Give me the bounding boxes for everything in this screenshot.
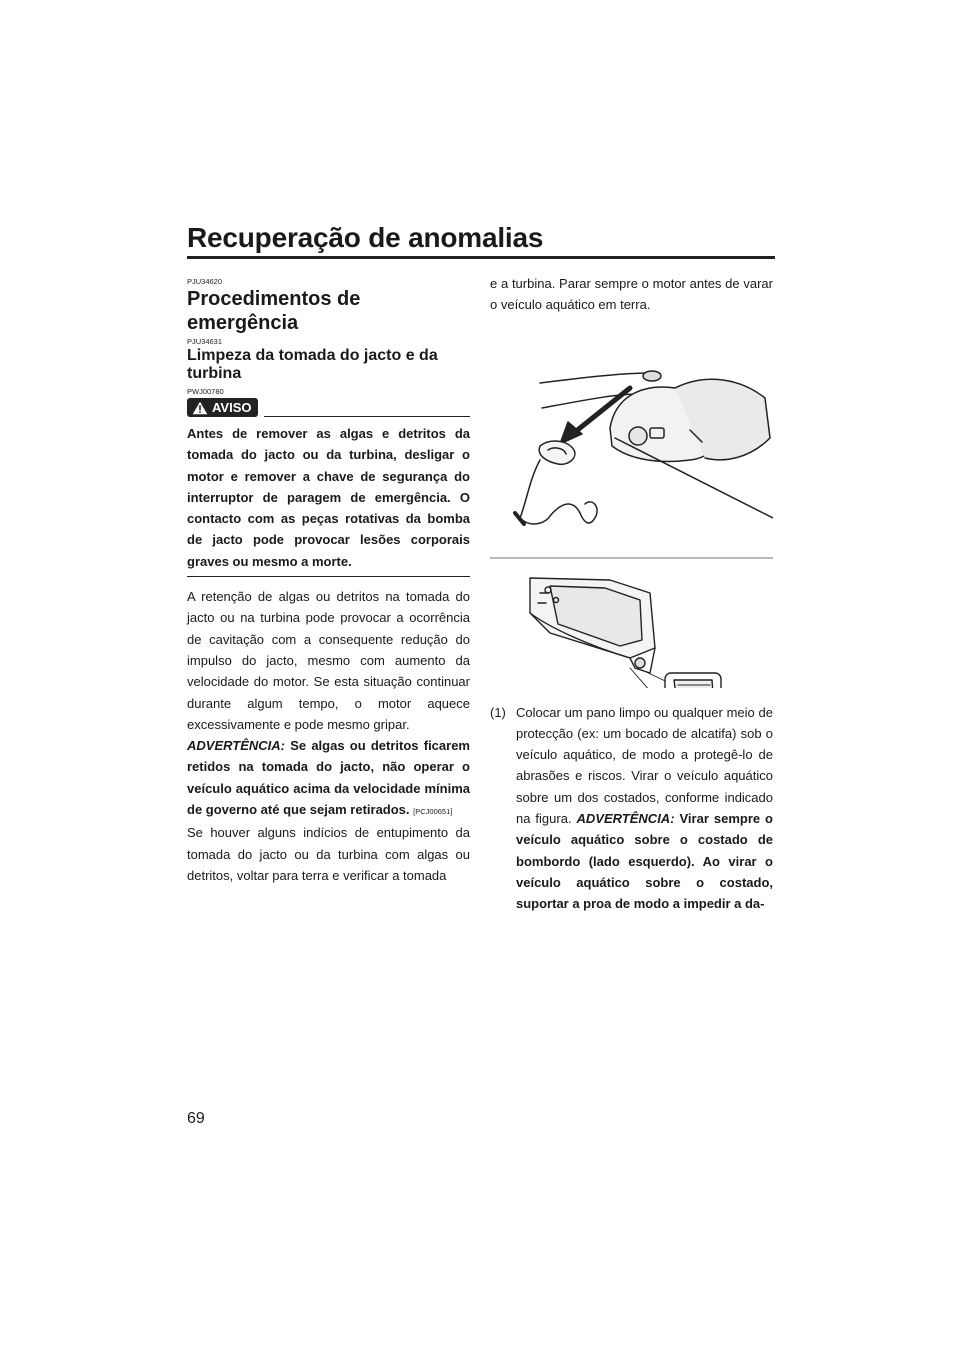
right-column [490, 273, 773, 915]
warning-rule [264, 416, 471, 418]
list-item-number: (1) [490, 704, 506, 720]
advertencia-code: [PCJ00651] [413, 807, 453, 817]
header-rule [187, 256, 775, 259]
list-advertencia-text: Virar sempre o veículo aquático sobre o costado de bombordo (lado esquerdo). Ao virar o veículo aquático sobre o costado, suportar a proa de modo a impedir a da- [516, 811, 774, 912]
section-title: Procedimentos de emergência [187, 288, 361, 334]
warning-label: AVISO [212, 400, 252, 415]
page-header-title: Recuperação de anomalias [187, 222, 544, 253]
warning-text: Antes de remover as algas e detritos da tomada do jacto ou da turbina, desligar o motor e remover a chave de segurança do interruptor de paragem de emergência. O contacto com as peças rotativas da bomba de jacto pode provocar lesões corporais graves ou mesmo a morte. [187, 417, 470, 577]
left-column [187, 277, 470, 886]
paragraph-1: A retenção de algas ou detritos na tomada do jacto ou na turbina pode provocar a ocorrência de cavitação com a consequente redução do impulso do jacto, mesmo com aumento da velocidade do motor. Se esta situação continuar durante algum tempo, o motor aquece excessivamente e pode mesmo gripar. [187, 589, 470, 732]
list-advertencia-label: ADVERTÊNCIA: [576, 811, 675, 827]
warning-badge [187, 398, 258, 417]
subsection-code: PJU34631 [187, 337, 223, 346]
list-item-text: Colocar um pano limpo ou qualquer meio de protecção (ex: um bocado de alcatifa) sob o veículo aquático, de modo a protegê-lo de abrasões e riscos. Virar o veículo aquático sobre um dos costados, conforme indicado na figura. [516, 704, 773, 827]
warning-code: PWJ00780 [187, 387, 224, 396]
illustration-figure [490, 328, 773, 688]
page-number: 69 [187, 1110, 205, 1127]
section-code: PJU34620 [187, 277, 223, 286]
advertencia-paragraph [187, 735, 470, 822]
jet-ski-illustration [490, 328, 773, 688]
advertencia-label: ADVERTÊNCIA: [187, 738, 285, 754]
list-item [490, 702, 773, 915]
advertencia-text: Se algas ou detritos ficarem retidos na tomada do jacto, não operar o veículo aquático acima da velocidade mínima de governo até que sejam retirados. [187, 738, 470, 818]
subsection-title: Limpeza da tomada do jacto e da turbina [187, 347, 438, 382]
warning-triangle-icon [192, 401, 208, 415]
paragraph-continued: e a turbina. Parar sempre o motor antes de varar o veículo aquático em terra. [490, 276, 773, 313]
warning-header [187, 398, 470, 417]
paragraph-2: Se houver alguns indícios de entupimento da tomada do jacto ou da turbina com algas ou detritos, voltar para terra e verificar a tomada [187, 825, 470, 883]
list-item-body [516, 702, 773, 915]
